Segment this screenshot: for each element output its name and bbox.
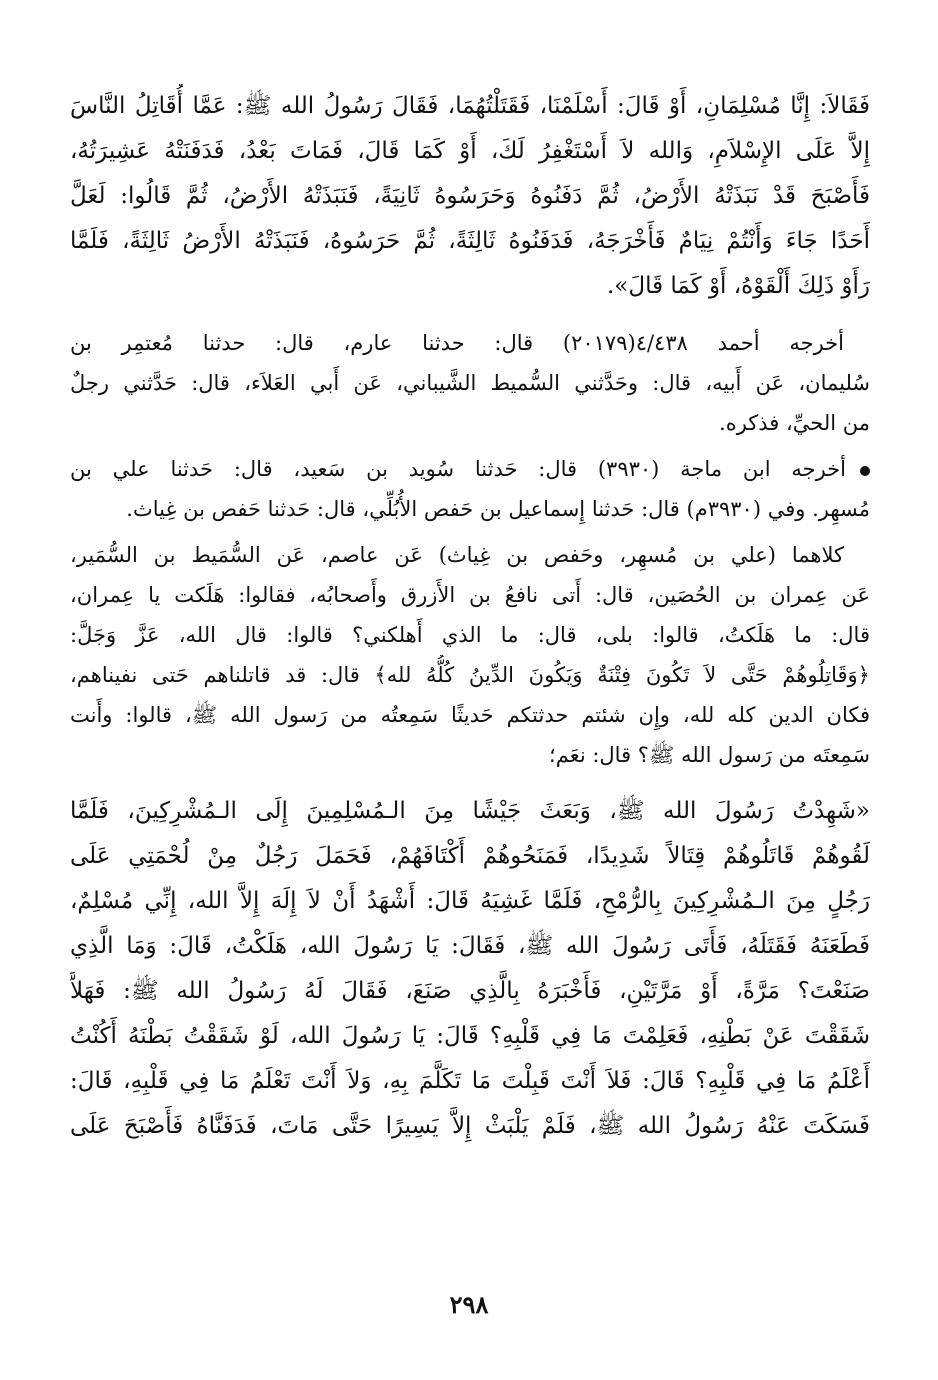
text-line: رَجُلٍ مِنَ الـمُشْرِكِينَ بِالرُّمْحِ، فَلَمَّا غَشِيَهُ قَالَ: أَشْهَدُ أَنْ لاَ إِلَهَ إِلاَّ الله، إِنِّي مُسْلِمٌ، [70, 888, 870, 914]
text-line: مُسهِر. وفي (٣٩٣٠م) قال: حَدثنا إِسماعيل بن حَفص الأُبُلِّي، قال: حَدثنا حَفص بن غِياث. [126, 497, 870, 521]
text-line: كلاهما (علي بن مُسهِر، وحَفص بن غِياث) عَن عاصم، عَن السُّمَيط بن السُّمَير، [70, 543, 844, 567]
text-line: فَأَصْبَحَ قَدْ نَبَذَتْهُ الأَرْضُ، ثُمَّ دَفَنُوهُ وَحَرَسُوهُ ثَانِيَةً، فَنَبَذَتْهُ الأَرْضُ، ثُمَّ قَالُوا: لَعَلَّ [70, 183, 870, 209]
text-line: قال: ما هَلَكتُ، قالوا: بلى، قال: ما الذي أَهلكني؟ قالوا: قال الله، عَزَّ وَجَلَّ: [70, 623, 870, 647]
text-line: أَحَدًا جَاءَ وَأَنْتُمْ نِيَامٌ فَأَخْرَجَهُ، فَدَفَنُوهُ ثَالِثَةً، ثُمَّ حَرَسُوهُ، فَنَبَذَتْهُ الأَرْضُ ثَالِثَةً، فَلَمَّا [70, 228, 870, 254]
text-line: سُليمان، عَن أَبيه، قال: وحَدَّثني السُّميط الشَّيباني، عَن أَبي العَلاَء، قال: حَدَّثني رجلٌ [70, 371, 870, 395]
text-line: فَقَالاَ: إِنَّا مُسْلِمَانِ، أَوْ قَالَ: أَسْلَمْنَا، فَقَتَلْتُهُمَا، فَقَالَ رَسُولُ الله ﷺ: عَمَّا أُقَاتِلُ النَّاسَ [70, 93, 870, 119]
text-line: رَأَوْ ذَلِكَ أَلْقَوْهُ، أَوْ كَمَا قَالَ». [606, 273, 870, 299]
isnad-narration [70, 535, 870, 775]
text-line: سَمِعتَه من رَسول الله ﷺ؟ قال: نعَم؛ [549, 743, 870, 767]
page-body [70, 84, 870, 1149]
text-line: فكان الدين كله لله، وإِن شئتم حدثتكم حَديثًا سَمِعتُه من رَسول الله ﷺ، قالوا: وأَنت [70, 703, 870, 727]
text-line: «شَهِدْتُ رَسُولَ الله ﷺ، وَبَعَثَ جَيْشًا مِنَ الـمُسْلِمِينَ إِلَى الـمُشْرِكِينَ، فَلَمَّا [70, 798, 870, 824]
text-line: شَقَقْتَ عَنْ بَطْنِهِ، فَعَلِمْتَ مَا فِي قَلْبِهِ؟ قَالَ: يَا رَسُولَ الله، لَوْ شَقَقْتُ بَطْنَهُ أَكُنْتُ [70, 1023, 870, 1049]
text-line: أخرجه ابن ماجة (٣٩٣٠) قال: حَدثنا سُويد بن سَعيد، قال: حَدثنا علي بن [70, 449, 870, 489]
hadith-text [70, 789, 870, 1149]
text-line: لَقُوهُمْ قَاتَلُوهُمْ قِتَالاً شَدِيدًا، فَمَنَحُوهُمْ أَكْتَافَهُمْ، فَحَمَلَ رَجُلٌ مِنْ لُحْمَتِي عَلَى [70, 843, 870, 869]
bullet-icon [860, 466, 870, 476]
takhrij-ahmad [70, 323, 870, 443]
text-line: من الحيِّ، فذكره. [719, 411, 870, 435]
takhrij-ibn-majah [70, 449, 870, 529]
text-line: صَنَعْتَ؟ مَرَّةً، أَوْ مَرَّتَيْنِ، فَأَخْبَرَهُ بِالَّذِي صَنَعَ، فَقَالَ لَهُ رَسُولُ الله ﷺ: فَهَلاَّ [70, 978, 870, 1004]
text-line: أَعْلَمُ مَا فِي قَلْبِهِ؟ قَالَ: فَلاَ أَنْتَ قَبِلْتَ مَا تَكَلَّمَ بِهِ، وَلاَ أَنْتَ تَعْلَمُ مَا فِي قَلْبِهِ، قَالَ: [70, 1068, 870, 1094]
hadith-text-continued [70, 84, 870, 309]
text-line: أخرجه أحمد ٤/٤٣٨(٢٠١٧٩) قال: حدثنا عارم، قال: حدثنا مُعتمِر بن [70, 331, 844, 355]
text-line: فَطَعَنَهُ فَقَتَلَهُ، فَأَتَى رَسُولَ الله ﷺ، فَقَالَ: يَا رَسُولَ الله، هَلَكْتُ، قَالَ: وَمَا الَّذِي [70, 933, 870, 959]
text-line: ﴿وَقَاتِلُوهُمْ حَتَّى لاَ تَكُونَ فِتْنَةٌ وَيَكُونَ الدِّينُ كُلُّهُ لله﴾ قال: قد قاتلناهم حَتى نفيناهم، [70, 663, 870, 687]
page-number: ٢٩٨ [449, 1290, 489, 1319]
text-line: فَسَكَتَ عَنْهُ رَسُولُ الله ﷺ، فَلَمْ يَلْبَثْ إِلاَّ يَسِيرًا حَتَّى مَاتَ، فَدَفَنَّاهُ فَأَصْبَحَ عَلَى [70, 1113, 870, 1139]
text-line: عَن عِمران بن الحُصَين، قال: أَتى نافعُ بن الأَزرق وأَصحابُه، فقالوا: هَلَكت يا عِمران، [70, 583, 870, 607]
text-line: إِلاَّ عَلَى الإِسْلاَمِ، وَالله لاَ أَسْتَغْفِرُ لَكَ، أَوْ كَمَا قَالَ، فَمَاتَ بَعْدُ، فَدَفَنَتْهُ عَشِيرَتُهُ، [70, 138, 870, 164]
